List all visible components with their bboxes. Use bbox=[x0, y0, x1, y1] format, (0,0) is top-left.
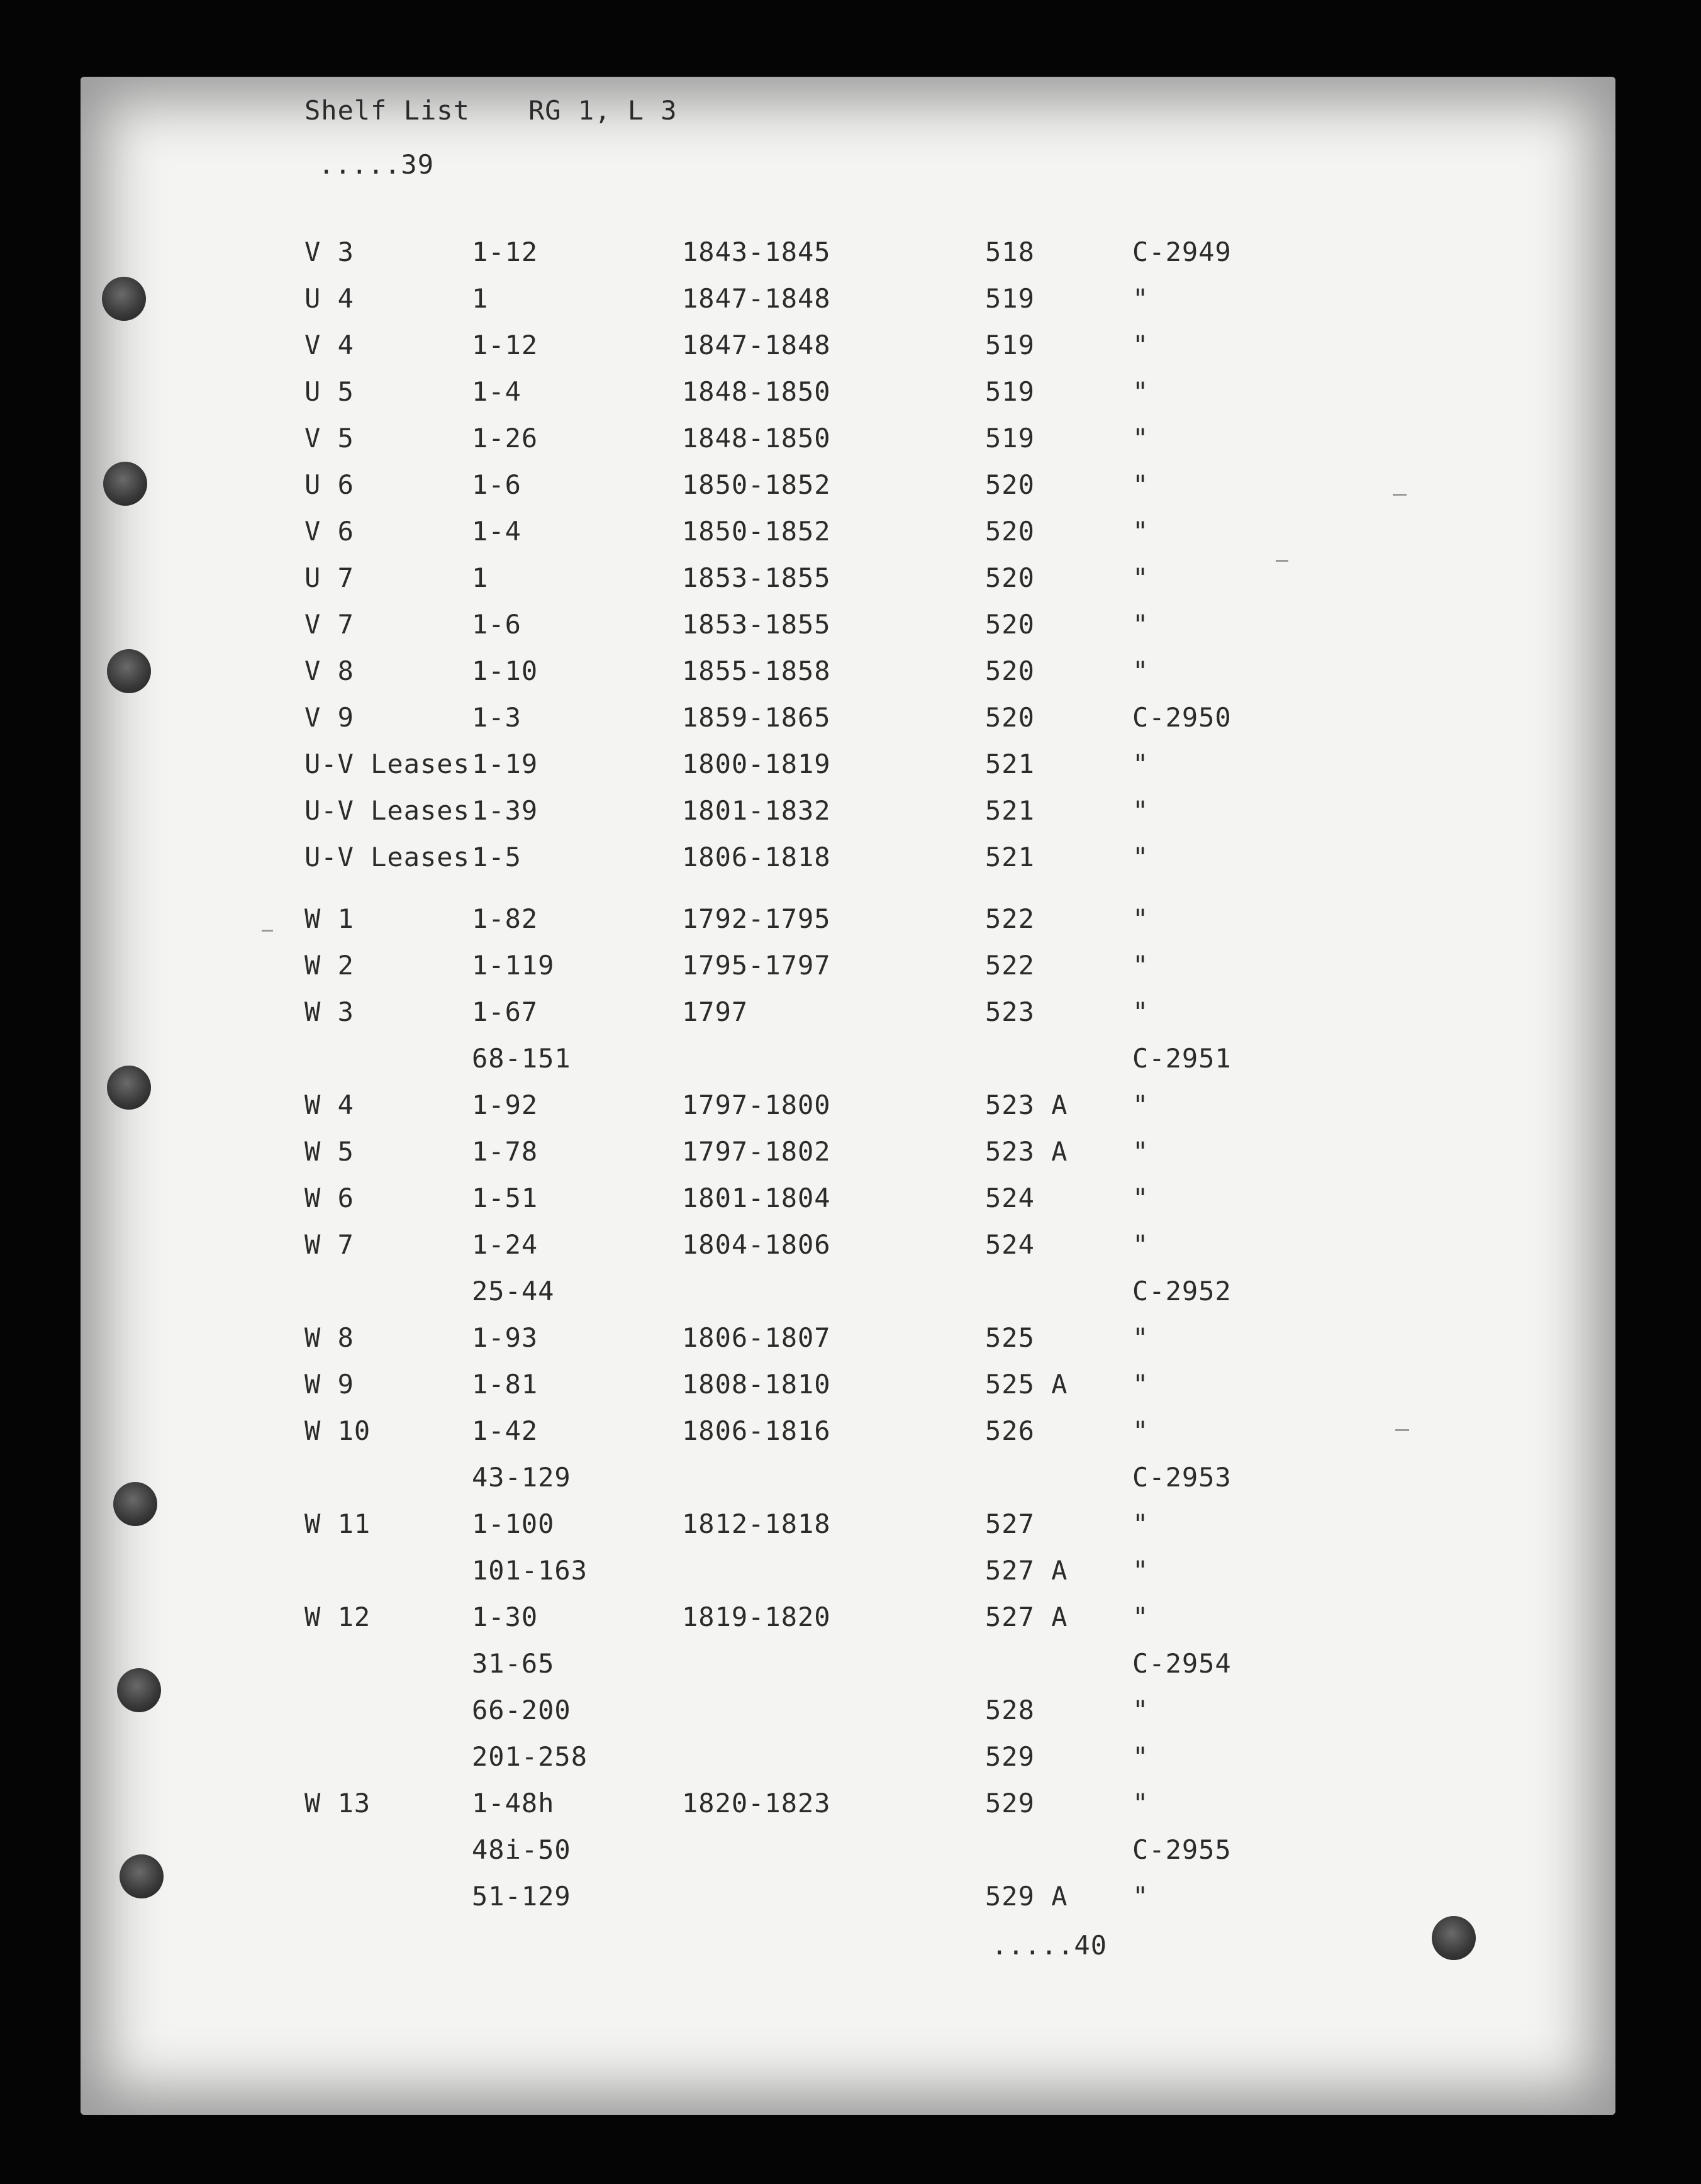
table-row bbox=[0, 469, 1701, 510]
table-row bbox=[0, 1371, 1701, 1409]
series-cell: W 11 bbox=[304, 1508, 371, 1539]
table-row bbox=[0, 1790, 1701, 1828]
items-cell: 1-48h bbox=[472, 1788, 555, 1819]
items-cell: 1-51 bbox=[472, 1183, 538, 1213]
table-row bbox=[0, 1508, 1701, 1549]
items-cell: 48i-50 bbox=[472, 1834, 571, 1865]
items-cell: 31-65 bbox=[472, 1648, 555, 1679]
table-row bbox=[0, 1415, 1701, 1456]
dates-cell: 1843-1845 bbox=[682, 237, 831, 267]
items-cell: 1-100 bbox=[472, 1508, 555, 1539]
series-cell: V 6 bbox=[304, 516, 354, 547]
reel-cell: " bbox=[1132, 562, 1149, 593]
dates-cell: 1801-1832 bbox=[682, 795, 831, 826]
box-cell: 523 bbox=[985, 996, 1035, 1027]
dates-cell: 1853-1855 bbox=[682, 562, 831, 593]
box-cell: 520 bbox=[985, 609, 1035, 640]
box-cell: 527 A bbox=[985, 1555, 1068, 1586]
table-row bbox=[0, 425, 1701, 463]
box-cell: 521 bbox=[985, 842, 1035, 872]
table-row bbox=[0, 1278, 1701, 1316]
reel-cell: " bbox=[1132, 903, 1149, 934]
series-cell: U 6 bbox=[304, 469, 354, 500]
items-cell: 1 bbox=[472, 283, 489, 314]
series-cell: U-V Leases bbox=[304, 795, 470, 826]
items-cell: 1-67 bbox=[472, 996, 538, 1027]
reel-cell: " bbox=[1132, 1322, 1149, 1353]
table-row bbox=[0, 332, 1701, 370]
items-cell: 1-19 bbox=[472, 749, 538, 779]
reel-cell: C-2953 bbox=[1132, 1462, 1232, 1493]
items-cell: 1-81 bbox=[472, 1369, 538, 1400]
items-cell: 1-39 bbox=[472, 795, 538, 826]
reel-cell: " bbox=[1132, 1229, 1149, 1260]
series-cell: V 3 bbox=[304, 237, 354, 267]
series-cell: W 3 bbox=[304, 996, 354, 1027]
box-cell: 519 bbox=[985, 376, 1035, 407]
table-row bbox=[0, 1229, 1701, 1269]
table-row bbox=[0, 844, 1701, 882]
reel-cell: " bbox=[1132, 469, 1149, 500]
box-cell: 521 bbox=[985, 749, 1035, 779]
items-cell: 68-151 bbox=[472, 1043, 571, 1074]
series-cell: W 1 bbox=[304, 903, 354, 934]
series-cell: W 8 bbox=[304, 1322, 354, 1353]
box-cell: 520 bbox=[985, 562, 1035, 593]
items-cell: 1-24 bbox=[472, 1229, 538, 1260]
items-cell: 1-42 bbox=[472, 1415, 538, 1446]
series-cell: V 5 bbox=[304, 423, 354, 454]
reel-cell: " bbox=[1132, 1369, 1149, 1400]
table-row bbox=[0, 239, 1701, 277]
reel-cell: " bbox=[1132, 1788, 1149, 1819]
reel-cell: C-2950 bbox=[1132, 702, 1232, 733]
dates-cell: 1797-1800 bbox=[682, 1089, 831, 1120]
reel-cell: C-2952 bbox=[1132, 1276, 1232, 1306]
series-cell: W 2 bbox=[304, 950, 354, 981]
table-row bbox=[0, 1604, 1701, 1642]
items-cell: 1 bbox=[472, 562, 489, 593]
series-cell: W 10 bbox=[304, 1415, 371, 1446]
table-row bbox=[0, 376, 1701, 416]
series-cell: U 4 bbox=[304, 283, 354, 314]
reel-cell: " bbox=[1132, 423, 1149, 454]
table-row bbox=[0, 283, 1701, 323]
items-cell: 1-12 bbox=[472, 330, 538, 360]
reel-cell: " bbox=[1132, 516, 1149, 547]
items-cell: 1-3 bbox=[472, 702, 521, 733]
series-cell: U-V Leases bbox=[304, 749, 470, 779]
reel-cell: " bbox=[1132, 330, 1149, 360]
items-cell: 1-78 bbox=[472, 1136, 538, 1167]
table-row bbox=[0, 518, 1701, 556]
table-row bbox=[0, 1834, 1701, 1875]
items-cell: 1-30 bbox=[472, 1602, 538, 1632]
table-row bbox=[0, 903, 1701, 944]
dates-cell: 1853-1855 bbox=[682, 609, 831, 640]
reel-cell: " bbox=[1132, 1555, 1149, 1586]
box-cell: 529 A bbox=[985, 1881, 1068, 1912]
items-cell: 1-26 bbox=[472, 423, 538, 454]
reel-cell: " bbox=[1132, 1695, 1149, 1725]
dates-cell: 1806-1807 bbox=[682, 1322, 831, 1353]
series-cell: W 9 bbox=[304, 1369, 354, 1400]
box-cell: 520 bbox=[985, 516, 1035, 547]
box-cell: 526 bbox=[985, 1415, 1035, 1446]
box-cell: 527 A bbox=[985, 1602, 1068, 1632]
items-cell: 1-82 bbox=[472, 903, 538, 934]
dates-cell: 1792-1795 bbox=[682, 903, 831, 934]
dates-cell: 1855-1858 bbox=[682, 655, 831, 686]
dates-cell: 1848-1850 bbox=[682, 376, 831, 407]
dates-cell: 1820-1823 bbox=[682, 1788, 831, 1819]
reel-cell: " bbox=[1132, 749, 1149, 779]
dates-cell: 1847-1848 bbox=[682, 330, 831, 360]
series-cell: W 4 bbox=[304, 1089, 354, 1120]
box-cell: 520 bbox=[985, 702, 1035, 733]
items-cell: 1-93 bbox=[472, 1322, 538, 1353]
box-cell: 524 bbox=[985, 1183, 1035, 1213]
reel-cell: " bbox=[1132, 1415, 1149, 1446]
items-cell: 1-4 bbox=[472, 516, 521, 547]
box-cell: 520 bbox=[985, 469, 1035, 500]
items-cell: 1-4 bbox=[472, 376, 521, 407]
shelf-list-title: Shelf List bbox=[304, 95, 470, 126]
reel-cell: " bbox=[1132, 1508, 1149, 1539]
table-row bbox=[0, 1322, 1701, 1362]
series-cell: V 7 bbox=[304, 609, 354, 640]
dates-cell: 1797 bbox=[682, 996, 749, 1027]
series-cell: V 8 bbox=[304, 655, 354, 686]
dates-cell: 1850-1852 bbox=[682, 516, 831, 547]
reel-cell: " bbox=[1132, 1881, 1149, 1912]
series-cell: U 7 bbox=[304, 562, 354, 593]
box-cell: 529 bbox=[985, 1741, 1035, 1772]
series-cell: W 7 bbox=[304, 1229, 354, 1260]
dates-cell: 1797-1802 bbox=[682, 1136, 831, 1167]
items-cell: 1-119 bbox=[472, 950, 555, 981]
items-cell: 1-6 bbox=[472, 609, 521, 640]
dates-cell: 1806-1818 bbox=[682, 842, 831, 872]
dates-cell: 1847-1848 bbox=[682, 283, 831, 314]
record-group-label: RG 1, L 3 bbox=[528, 95, 678, 126]
table-row bbox=[0, 611, 1701, 649]
table-row bbox=[0, 751, 1701, 789]
table-row bbox=[0, 1557, 1701, 1595]
box-cell: 521 bbox=[985, 795, 1035, 826]
table-row bbox=[0, 1136, 1701, 1176]
box-cell: 529 bbox=[985, 1788, 1035, 1819]
reel-cell: " bbox=[1132, 1089, 1149, 1120]
reel-cell: " bbox=[1132, 283, 1149, 314]
items-cell: 51-129 bbox=[472, 1881, 571, 1912]
table-row bbox=[0, 1185, 1701, 1223]
box-cell: 525 bbox=[985, 1322, 1035, 1353]
dates-cell: 1801-1804 bbox=[682, 1183, 831, 1213]
table-row bbox=[0, 1464, 1701, 1502]
dates-cell: 1850-1852 bbox=[682, 469, 831, 500]
reel-cell: " bbox=[1132, 1183, 1149, 1213]
items-cell: 201-258 bbox=[472, 1741, 588, 1772]
items-cell: 1-92 bbox=[472, 1089, 538, 1120]
items-cell: 1-5 bbox=[472, 842, 521, 872]
reel-cell: C-2954 bbox=[1132, 1648, 1232, 1679]
series-cell: W 12 bbox=[304, 1602, 371, 1632]
table-row bbox=[0, 1089, 1701, 1130]
series-cell: U-V Leases bbox=[304, 842, 470, 872]
series-cell: W 13 bbox=[304, 1788, 371, 1819]
box-cell: 522 bbox=[985, 903, 1035, 934]
reel-cell: C-2955 bbox=[1132, 1834, 1232, 1865]
table-row bbox=[0, 996, 1701, 1037]
dates-cell: 1800-1819 bbox=[682, 749, 831, 779]
items-cell: 1-12 bbox=[472, 237, 538, 267]
table-row bbox=[0, 1648, 1701, 1688]
box-cell: 520 bbox=[985, 655, 1035, 686]
series-cell: V 4 bbox=[304, 330, 354, 360]
table-row bbox=[0, 1741, 1701, 1781]
table-row bbox=[0, 952, 1701, 990]
dates-cell: 1819-1820 bbox=[682, 1602, 831, 1632]
reel-cell: C-2951 bbox=[1132, 1043, 1232, 1074]
table-row bbox=[0, 702, 1701, 742]
box-cell: 523 A bbox=[985, 1089, 1068, 1120]
items-cell: 1-6 bbox=[472, 469, 521, 500]
reel-cell: " bbox=[1132, 609, 1149, 640]
dates-cell: 1812-1818 bbox=[682, 1508, 831, 1539]
box-cell: 518 bbox=[985, 237, 1035, 267]
reel-cell: " bbox=[1132, 1741, 1149, 1772]
items-cell: 25-44 bbox=[472, 1276, 555, 1306]
dates-cell: 1806-1816 bbox=[682, 1415, 831, 1446]
box-cell: 519 bbox=[985, 423, 1035, 454]
table-row bbox=[0, 795, 1701, 835]
box-cell: 519 bbox=[985, 330, 1035, 360]
page-marker-bottom: .....40 bbox=[991, 1930, 1108, 1961]
series-cell: W 5 bbox=[304, 1136, 354, 1167]
box-cell: 522 bbox=[985, 950, 1035, 981]
table-row bbox=[0, 1883, 1701, 1921]
reel-cell: " bbox=[1132, 842, 1149, 872]
series-cell: U 5 bbox=[304, 376, 354, 407]
dates-cell: 1795-1797 bbox=[682, 950, 831, 981]
reel-cell: " bbox=[1132, 996, 1149, 1027]
box-cell: 527 bbox=[985, 1508, 1035, 1539]
reel-cell: " bbox=[1132, 795, 1149, 826]
table-row bbox=[0, 1697, 1701, 1735]
series-cell: V 9 bbox=[304, 702, 354, 733]
dates-cell: 1848-1850 bbox=[682, 423, 831, 454]
items-cell: 1-10 bbox=[472, 655, 538, 686]
items-cell: 43-129 bbox=[472, 1462, 571, 1493]
dates-cell: 1808-1810 bbox=[682, 1369, 831, 1400]
page-marker-top: .....39 bbox=[318, 149, 435, 180]
reel-cell: C-2949 bbox=[1132, 237, 1232, 267]
reel-cell: " bbox=[1132, 376, 1149, 407]
dates-cell: 1859-1865 bbox=[682, 702, 831, 733]
items-cell: 101-163 bbox=[472, 1555, 588, 1586]
reel-cell: " bbox=[1132, 1136, 1149, 1167]
box-cell: 524 bbox=[985, 1229, 1035, 1260]
box-cell: 519 bbox=[985, 283, 1035, 314]
box-cell: 525 A bbox=[985, 1369, 1068, 1400]
reel-cell: " bbox=[1132, 950, 1149, 981]
dates-cell: 1804-1806 bbox=[682, 1229, 831, 1260]
box-cell: 528 bbox=[985, 1695, 1035, 1725]
series-cell: W 6 bbox=[304, 1183, 354, 1213]
reel-cell: " bbox=[1132, 655, 1149, 686]
table-row bbox=[0, 1045, 1701, 1083]
reel-cell: " bbox=[1132, 1602, 1149, 1632]
box-cell: 523 A bbox=[985, 1136, 1068, 1167]
items-cell: 66-200 bbox=[472, 1695, 571, 1725]
table-row bbox=[0, 655, 1701, 696]
table-row bbox=[0, 562, 1701, 603]
